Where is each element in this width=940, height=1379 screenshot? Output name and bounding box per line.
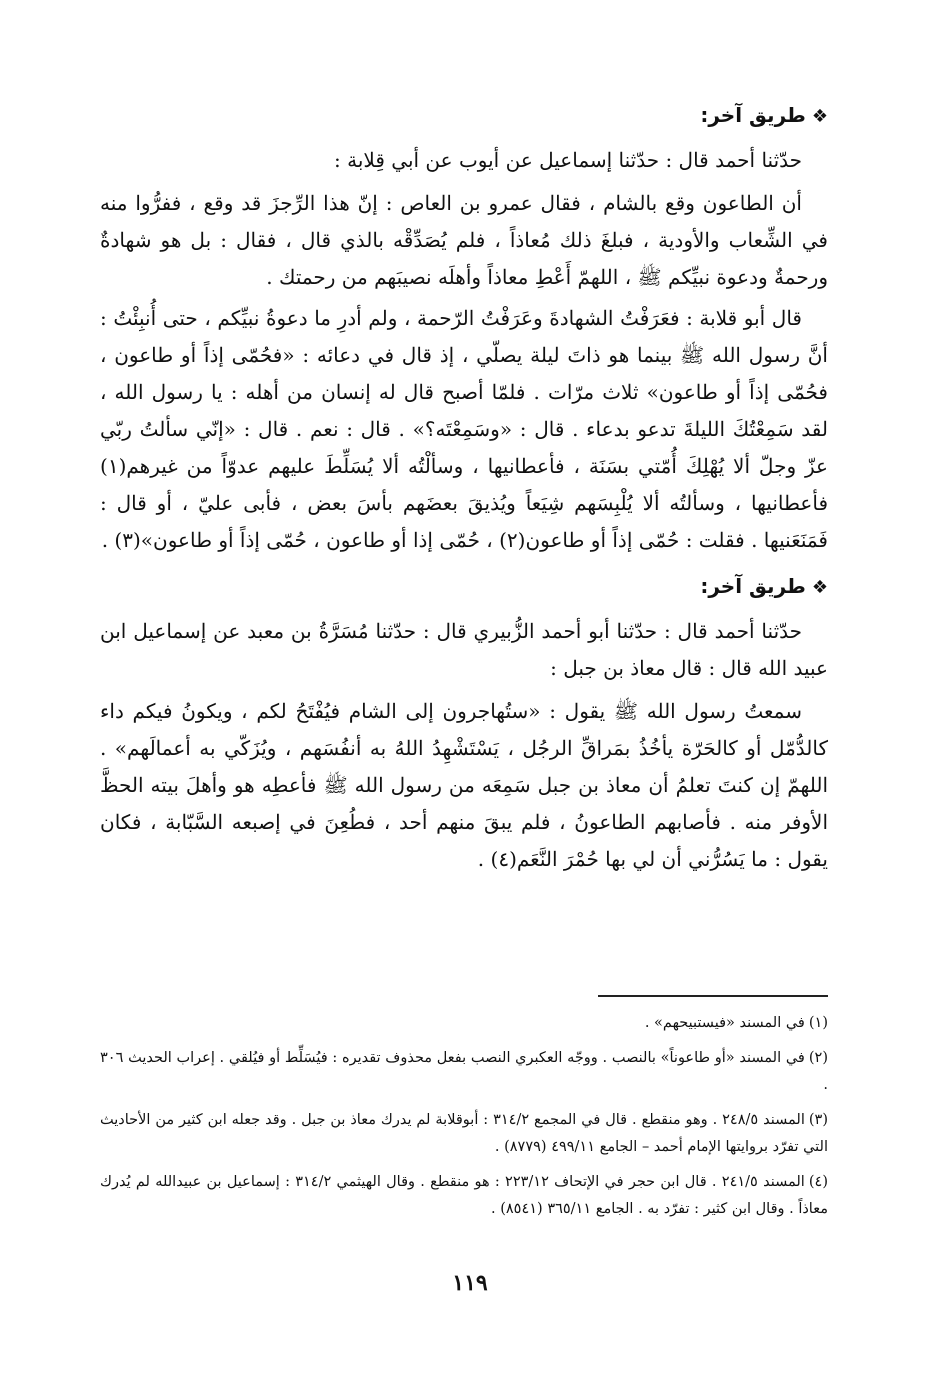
footnote-separator: [598, 995, 828, 997]
footnote: [100, 1169, 828, 1223]
chain-of-narration-1: حدّثنا أحمد قال : حدّثنا إسماعيل عن أيوب عن أبي قِلابة :: [334, 148, 802, 172]
page-number: ١١٩: [452, 1270, 488, 1296]
main-text: [100, 92, 828, 882]
footnote-number: (١): [808, 1015, 828, 1031]
diamond-bullet-icon: ❖: [811, 577, 828, 598]
section-heading-1: [100, 92, 828, 140]
paragraph: أن الطاعون وقع بالشام ، فقال عمرو بن العاص : إنّ هذا الرِّجزَ قد وقع ، ففرُّوا منه في الشِّعاب والأودية ، فبلغَ ذلك مُعاذاً ، فلم يُصَدِّقْه بالذي قال ، فقال : بل هو شهادةٌ ورحمةٌ ودعوة نبيِّكم ﷺ ، اللهمّ أَعْطِ معاذاً وأهلَه نصيبَهم من رحمتك .: [100, 191, 828, 289]
footnote: [100, 1045, 828, 1099]
footnote-number: (٤): [808, 1174, 828, 1190]
footnote-number: (٣): [808, 1112, 828, 1128]
footnote-number: (٢): [808, 1050, 828, 1066]
footnote-text: المسند ٢٤٨/٥ . وهو منقطع . قال في المجمع ٣١٤/٢ : أبوقلابة لم يدرك معاذ بن جبل . وقد جعله ابن كثير من الأحاديث التي تفرّد بروايتها الإمام أحمد – الجامع ٤٩٩/١١ (٨٧٧٩) .: [100, 1112, 828, 1155]
paragraph: سمعتُ رسول الله ﷺ يقول : «ستُهاجرون إلى الشام فيُفْتَحُ لكم ، ويكونُ فيكم داء كالدُّمّل أو كالحَرّة يأخُذُ بمَراقِّ الرجُل ، يَسْتَشْهِدُ اللهُ به أنفُسَهم ، ويُزَكّي به أعمالَهم» . اللهمّ إن كنتَ تعلمُ أن معاذ بن جبل سَمِعَه من رسول الله ﷺ فأعطِه هو وأهلَ بيته الحظَّ الأوفر منه . فأصابهم الطاعونُ ، فلم يبقَ منهم أحد ، فطُعِنَ في إصبعه السَّبّابة ، فكان يقول : ما يَسُرُّني أن لي بها حُمْرَ النَّعَم(٤) .: [100, 699, 829, 871]
paragraph: قال أبو قلابة : فعَرَفْتُ الشهادةَ وعَرَفْتُ الرّحمة ، ولم أدرِ ما دعوةُ نبيِّكم ، حتى أُنبِئْتُ : أنَّ رسول الله ﷺ بينما هو ذاتَ ليلة يصلّي ، إذ قال في دعائه : «فحُمّى إذاً أو طاعون ، فحُمّى إذاً أو طاعون» ثلاث مرّات . فلمّا أصبح قال له إنسان من أهله : يا رسول الله ، لقد سَمِعْتُكَ الليلةَ تدعو بدعاء . قال : «وسَمِعْتَه؟» . قال : نعم . قال : «إنّي سألتُ ربّي عزّ وجلّ ألا يُهْلِكَ أُمّتي بسَنَة ، فأعطانيها ، وسألْتُه ألا يُسَلِّطَ عليهم عدوّاً من غيرهم(١) فأعطانيها ، وسألتُه ألا يُلْبِسَهم شِيَعاً ويُذيقَ بعضَهم بأسَ بعض ، فأبى عليّ ، أو قال : فَمَنَعَنيها . فقلت : حُمّى إذاً أو طاعون(٢) ، حُمّى إذا أو طاعون ، حُمّى إذاً أو طاعون»(٣) .: [100, 306, 828, 552]
footnote: [100, 1010, 828, 1037]
chain-of-narration-2: حدّثنا أحمد قال : حدّثنا أبو أحمد الزُّبيري قال : حدّثنا مُسَرَّةُ بن معبد عن إسماعيل ابن عبيد الله قال : قال معاذ بن جبل :: [100, 619, 828, 680]
footnote-text: في المسند «فيستبيحهم» .: [644, 1015, 805, 1031]
footnote-text: في المسند «أو طاعوناً» بالنصب . ووجّه العكبري النصب بفعل محذوف تقديره : فيُسَلِّط أو فيُلقي . إعراب الحديث ٣٠٦ .: [100, 1050, 828, 1093]
footnotes: [100, 1010, 828, 1231]
section-heading-text: طريق آخر:: [700, 574, 806, 598]
diamond-bullet-icon: ❖: [811, 106, 828, 127]
footnote: [100, 1107, 828, 1161]
section-heading-2: [100, 563, 828, 611]
section-heading-text: طريق آخر:: [700, 103, 806, 127]
footnote-text: المسند ٢٤١/٥ . قال ابن حجر في الإتحاف ٢٢٣/١٢ : هو منقطع . وقال الهيثمي ٣١٤/٢ : إسماعيل بن عبيدالله لم يُدرك معاذاً . وقال ابن كثير : تفرّد به . الجامع ٣٦٥/١١ (٨٥٤١) .: [100, 1174, 828, 1217]
